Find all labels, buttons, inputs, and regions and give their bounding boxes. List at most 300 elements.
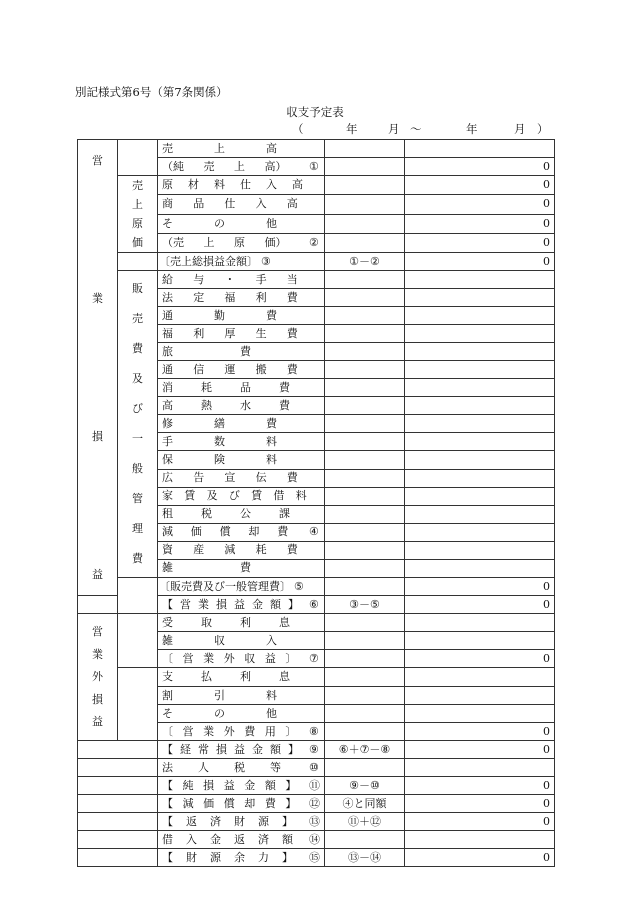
item-label-text: 高 bbox=[286, 197, 298, 211]
item-label-text: 原 bbox=[162, 178, 173, 192]
table-row bbox=[78, 813, 555, 831]
item-label-cell bbox=[158, 289, 325, 307]
subcategory-label-cell bbox=[118, 271, 158, 578]
amount-cell[interactable] bbox=[405, 271, 555, 289]
item-label-text: 高 bbox=[162, 398, 173, 412]
item-label-text: 減 bbox=[182, 796, 194, 810]
item-label-text: 〕 bbox=[285, 651, 297, 665]
item-label-text: 通 bbox=[162, 362, 173, 376]
item-label-text: 及 bbox=[206, 489, 218, 503]
amount-cell[interactable] bbox=[405, 451, 555, 469]
formula-cell bbox=[325, 541, 405, 559]
vertical-label-char: 費 bbox=[132, 342, 143, 355]
amount-cell[interactable] bbox=[405, 469, 555, 487]
item-label-text: び bbox=[228, 489, 240, 503]
item-label-cell bbox=[158, 687, 325, 705]
amount-cell[interactable] bbox=[405, 397, 555, 415]
amount-cell[interactable]: 0 bbox=[405, 650, 555, 668]
amount-cell[interactable]: 0 bbox=[405, 723, 555, 741]
item-label-text: 業 bbox=[203, 651, 215, 665]
formula-cell bbox=[325, 632, 405, 650]
item-label-text: 利 bbox=[240, 670, 251, 683]
item-label-text: 手 bbox=[255, 272, 267, 286]
item-label-text: 高 bbox=[266, 141, 277, 155]
item-label-text: 〔販売費及び一般管理費〕 bbox=[159, 579, 291, 593]
item-label-cell bbox=[158, 831, 325, 849]
item-label-text: 〔 bbox=[162, 724, 173, 738]
item-label-text: 賃 bbox=[251, 489, 263, 503]
blank-label-cell bbox=[78, 777, 158, 795]
amount-cell[interactable]: 0 bbox=[405, 578, 555, 596]
item-label-text: 売 bbox=[203, 159, 215, 173]
item-label-text: 〔売上総損益金額〕 bbox=[159, 254, 258, 268]
item-label-text: 払 bbox=[201, 670, 212, 683]
item-label-text: 雑 bbox=[162, 561, 173, 575]
subcategory-label-cell bbox=[118, 668, 158, 741]
formula-cell bbox=[325, 614, 405, 632]
item-label-text: 入 bbox=[186, 832, 197, 846]
item-label-text: 勤 bbox=[214, 308, 225, 322]
formula-cell bbox=[325, 505, 405, 523]
item-label-cell bbox=[158, 307, 325, 325]
item-label-text: 料 bbox=[266, 688, 277, 702]
item-label-text: 消 bbox=[162, 380, 173, 394]
item-label-cell bbox=[158, 632, 325, 650]
item-label-text: 〕 bbox=[285, 724, 297, 738]
item-label-text: 減 bbox=[162, 525, 173, 539]
item-label-text: 税 bbox=[201, 507, 212, 521]
period-end-year: 年 bbox=[466, 122, 478, 136]
item-label-text: 費 bbox=[240, 561, 251, 575]
item-label-text: 【 bbox=[162, 814, 173, 828]
amount-cell[interactable]: 0 bbox=[405, 158, 555, 176]
formula-cell bbox=[325, 325, 405, 343]
item-label-text: 益 bbox=[234, 597, 245, 611]
item-label-text: そ bbox=[162, 216, 173, 230]
item-label-cell bbox=[158, 469, 325, 487]
item-label-text: 返 bbox=[186, 814, 197, 828]
item-label-cell bbox=[158, 195, 325, 214]
item-label-text: 課 bbox=[279, 507, 290, 521]
item-label-text: 耗 bbox=[201, 380, 212, 394]
item-label-text: 繕 bbox=[214, 416, 225, 430]
item-label-text: 受 bbox=[162, 615, 173, 629]
amount-cell[interactable] bbox=[405, 614, 555, 632]
formula-cell bbox=[325, 271, 405, 289]
item-label-text: 価） bbox=[264, 235, 287, 249]
vertical-label-char: 販 bbox=[132, 282, 143, 295]
item-label-text: 料 bbox=[214, 178, 225, 192]
item-label-text: 産 bbox=[193, 543, 205, 557]
formula-cell bbox=[325, 195, 405, 214]
item-label-text: 利 bbox=[255, 290, 267, 304]
formula-cell bbox=[325, 650, 405, 668]
item-label-text: 品 bbox=[193, 197, 205, 211]
item-label-text: 険 bbox=[214, 452, 225, 466]
item-label-cell bbox=[158, 741, 325, 759]
item-label-text: 費 bbox=[277, 525, 289, 539]
item-label-text: 修 bbox=[162, 416, 173, 430]
item-label-cell bbox=[158, 723, 325, 741]
amount-cell[interactable] bbox=[405, 559, 555, 577]
item-label-text: 利 bbox=[193, 326, 205, 340]
subcategory-label-cell bbox=[118, 253, 158, 271]
item-label-text: 営 bbox=[182, 651, 194, 665]
item-label-text: 】 bbox=[285, 796, 297, 810]
item-label-text: 〔 bbox=[162, 651, 173, 665]
item-label-text: 利 bbox=[240, 615, 251, 629]
amount-cell[interactable]: 0 bbox=[405, 253, 555, 271]
formula-cell bbox=[325, 705, 405, 723]
item-label-cell bbox=[158, 451, 325, 469]
item-label-text: 搬 bbox=[255, 362, 267, 376]
item-label-text: 価 bbox=[190, 525, 202, 539]
item-label-text: 外 bbox=[223, 724, 235, 738]
item-label-text: 厚 bbox=[224, 326, 236, 340]
item-label-text: 費 bbox=[266, 308, 277, 322]
item-label-text: 額 bbox=[282, 832, 293, 846]
item-label-cell bbox=[158, 559, 325, 577]
formula-cell: ⑬－⑭ bbox=[325, 849, 405, 867]
item-label-text: 入 bbox=[255, 197, 267, 211]
item-label-text: 】 bbox=[288, 597, 299, 611]
amount-cell[interactable] bbox=[405, 759, 555, 777]
item-label-text: そ bbox=[162, 706, 173, 720]
item-label-text: 上 bbox=[214, 141, 225, 155]
amount-cell[interactable]: 0 bbox=[405, 233, 555, 252]
amount-cell[interactable]: 0 bbox=[405, 596, 555, 614]
item-label-cell bbox=[158, 777, 325, 795]
item-label-text: 減 bbox=[224, 543, 236, 557]
amount-cell[interactable] bbox=[405, 415, 555, 433]
formula-cell: ①－② bbox=[325, 253, 405, 271]
amount-cell[interactable] bbox=[405, 325, 555, 343]
amount-cell[interactable] bbox=[405, 140, 555, 158]
item-label-text: 料 bbox=[295, 489, 307, 503]
item-label-text: 通 bbox=[162, 308, 173, 322]
item-label-cell bbox=[158, 233, 325, 252]
formula-cell bbox=[325, 487, 405, 505]
item-number: ① bbox=[309, 159, 319, 173]
item-label-text: 福 bbox=[224, 290, 236, 304]
blank-label-cell bbox=[78, 831, 158, 849]
item-label-text: 財 bbox=[234, 814, 245, 828]
vertical-label-char: 理 bbox=[132, 522, 143, 535]
item-label-text: 余 bbox=[234, 850, 245, 864]
item-label-text: 人 bbox=[198, 760, 209, 774]
item-label-text: 熱 bbox=[201, 398, 212, 412]
item-label-text: 常 bbox=[198, 742, 209, 756]
item-label-text: 租 bbox=[162, 507, 173, 521]
item-label-text: 費 bbox=[286, 362, 298, 376]
item-label-text: 運 bbox=[224, 362, 236, 376]
item-label-text: 益 bbox=[234, 742, 245, 756]
item-number: ② bbox=[309, 235, 319, 249]
item-label-text: 損 bbox=[216, 742, 227, 756]
item-label-text: 費 bbox=[286, 326, 298, 340]
item-number: ④ bbox=[308, 525, 319, 539]
item-label-text: 力 bbox=[258, 850, 269, 864]
item-label-cell bbox=[158, 596, 325, 614]
item-label-text: 息 bbox=[279, 615, 290, 629]
amount-cell[interactable] bbox=[405, 632, 555, 650]
item-label-text: 金 bbox=[252, 597, 263, 611]
formula-cell bbox=[325, 233, 405, 252]
item-label-text: 法 bbox=[162, 290, 173, 304]
item-label-text: 金 bbox=[210, 832, 221, 846]
amount-cell[interactable] bbox=[405, 831, 555, 849]
item-number: ③ bbox=[261, 254, 271, 268]
amount-cell[interactable] bbox=[405, 523, 555, 541]
item-label-text: 与 bbox=[193, 272, 205, 286]
item-label-text: 旅 bbox=[162, 344, 173, 358]
formula-cell bbox=[325, 451, 405, 469]
item-label-text: 純 bbox=[182, 778, 194, 792]
item-number: ⑨ bbox=[309, 742, 319, 756]
item-label-text: （売 bbox=[162, 235, 184, 249]
formula-cell bbox=[325, 723, 405, 741]
formula-cell: ⑥＋⑦－⑧ bbox=[325, 741, 405, 759]
item-label-cell bbox=[158, 759, 325, 777]
period-start-year: 年 bbox=[346, 122, 358, 136]
category-label-cell bbox=[78, 140, 118, 596]
form-reference: 別記様式第6号（第7条関係） bbox=[75, 85, 228, 99]
item-label-text: 上 bbox=[203, 235, 215, 249]
amount-cell[interactable] bbox=[405, 343, 555, 361]
item-label-text: 費 bbox=[240, 344, 251, 358]
item-number: ⑧ bbox=[308, 724, 319, 738]
item-label-text: 公 bbox=[240, 507, 251, 521]
item-label-cell bbox=[158, 813, 325, 831]
item-label-text: 源 bbox=[258, 814, 269, 828]
vertical-label-char: 業 bbox=[92, 291, 103, 305]
item-label-cell bbox=[158, 361, 325, 379]
item-label-text: 税 bbox=[234, 760, 245, 774]
amount-cell[interactable]: 0 bbox=[405, 176, 555, 195]
formula-cell bbox=[325, 831, 405, 849]
item-label-text: 売 bbox=[162, 141, 173, 155]
formula-cell bbox=[325, 523, 405, 541]
table-row bbox=[78, 614, 555, 632]
item-label-text: 他 bbox=[266, 216, 277, 230]
item-label-text: 費 bbox=[286, 290, 298, 304]
vertical-label-char: 原 bbox=[132, 217, 143, 230]
item-label-text: 費 bbox=[286, 543, 298, 557]
item-label-text: 手 bbox=[162, 434, 173, 448]
subcategory-label-cell bbox=[118, 140, 158, 176]
item-label-text: 【 bbox=[162, 597, 173, 611]
formula-cell bbox=[325, 361, 405, 379]
item-label-text: 引 bbox=[214, 688, 225, 702]
vertical-label-char: 売 bbox=[132, 179, 143, 192]
vertical-label-char: 営 bbox=[92, 625, 103, 638]
amount-cell[interactable] bbox=[405, 361, 555, 379]
item-label-text: 用 bbox=[264, 724, 276, 738]
table-row bbox=[78, 668, 555, 687]
item-label-text: 】 bbox=[288, 742, 299, 756]
amount-cell[interactable]: 0 bbox=[405, 849, 555, 867]
formula-cell: ⑨－⑩ bbox=[325, 777, 405, 795]
item-label-text: 額 bbox=[270, 597, 281, 611]
vertical-label-char: 費 bbox=[132, 552, 143, 565]
item-label-text: 料 bbox=[266, 434, 277, 448]
amount-cell[interactable] bbox=[405, 433, 555, 451]
item-label-text: 保 bbox=[162, 452, 173, 466]
item-label-text: 】 bbox=[282, 850, 293, 864]
item-label-text: 損 bbox=[203, 778, 215, 792]
vertical-label-char: 上 bbox=[132, 198, 143, 211]
item-label-text: 【 bbox=[162, 850, 173, 864]
item-label-cell bbox=[158, 668, 325, 687]
item-label-text: 業 bbox=[203, 724, 215, 738]
amount-cell[interactable]: 0 bbox=[405, 795, 555, 813]
formula-cell bbox=[325, 307, 405, 325]
item-number: ⑤ bbox=[294, 579, 304, 593]
item-label-cell bbox=[158, 614, 325, 632]
formula-cell bbox=[325, 397, 405, 415]
item-label-text: 益 bbox=[223, 778, 235, 792]
amount-cell[interactable] bbox=[405, 379, 555, 397]
item-label-text: 信 bbox=[193, 362, 205, 376]
item-label-text: 【 bbox=[162, 796, 173, 810]
item-label-text: 【 bbox=[162, 742, 173, 756]
item-label-cell bbox=[158, 325, 325, 343]
amount-cell[interactable]: 0 bbox=[405, 214, 555, 233]
item-label-text: 宣 bbox=[224, 471, 236, 485]
formula-cell bbox=[325, 469, 405, 487]
item-label-text: 費 bbox=[279, 380, 290, 394]
amount-cell[interactable]: 0 bbox=[405, 195, 555, 214]
period-start-month: 月 bbox=[388, 122, 400, 136]
item-label-text: 金 bbox=[252, 742, 263, 756]
item-label-text: 費 bbox=[286, 471, 298, 485]
item-label-cell bbox=[158, 541, 325, 559]
item-label-text: 生 bbox=[255, 326, 267, 340]
item-label-text: 額 bbox=[270, 742, 281, 756]
item-label-cell bbox=[158, 523, 325, 541]
item-label-cell bbox=[158, 343, 325, 361]
subcategory-label-cell bbox=[118, 614, 158, 668]
item-label-cell bbox=[158, 158, 325, 176]
item-label-text: 入 bbox=[266, 178, 277, 192]
table-row bbox=[78, 271, 555, 289]
income-expenditure-table bbox=[77, 139, 555, 867]
vertical-label-char: 営 bbox=[92, 153, 103, 167]
item-label-text: 原 bbox=[234, 235, 245, 249]
item-label-text: 賃 bbox=[184, 489, 196, 503]
vertical-label-char: 損 bbox=[92, 692, 103, 706]
amount-cell[interactable] bbox=[405, 487, 555, 505]
item-label-text: 損 bbox=[216, 597, 227, 611]
item-label-text: ・ bbox=[224, 272, 236, 286]
item-label-text: 告 bbox=[193, 471, 205, 485]
formula-cell bbox=[325, 668, 405, 687]
amount-cell[interactable]: 0 bbox=[405, 777, 555, 795]
item-number: ⑬ bbox=[309, 814, 320, 828]
item-label-cell bbox=[158, 650, 325, 668]
item-label-text: 額 bbox=[264, 778, 276, 792]
table-row bbox=[78, 849, 555, 867]
amount-cell[interactable]: 0 bbox=[405, 813, 555, 831]
item-label-cell bbox=[158, 176, 325, 195]
formula-cell bbox=[325, 140, 405, 158]
vertical-label-char: 価 bbox=[132, 236, 143, 249]
item-label-text: 済 bbox=[258, 832, 269, 846]
blank-label-cell bbox=[78, 795, 158, 813]
item-label-cell bbox=[158, 379, 325, 397]
item-label-cell bbox=[158, 578, 325, 596]
item-number: ⑪ bbox=[308, 778, 320, 792]
period-end-month: 月 bbox=[514, 122, 526, 136]
blank-label-cell bbox=[78, 741, 158, 759]
blank-label-cell bbox=[78, 813, 158, 831]
item-label-text: 他 bbox=[266, 706, 277, 720]
blank-label-cell bbox=[78, 759, 158, 777]
blank-label-cell bbox=[78, 849, 158, 867]
item-label-text: 営 bbox=[180, 597, 191, 611]
formula-cell bbox=[325, 415, 405, 433]
item-label-text: 広 bbox=[162, 471, 173, 485]
item-number: ⑩ bbox=[309, 760, 319, 774]
item-label-cell bbox=[158, 253, 325, 271]
item-label-text: 仕 bbox=[224, 197, 236, 211]
formula-cell bbox=[325, 433, 405, 451]
formula-cell bbox=[325, 559, 405, 577]
item-number: ⑭ bbox=[309, 832, 320, 846]
category-label-cell bbox=[78, 614, 118, 741]
item-label-cell bbox=[158, 487, 325, 505]
item-label-text: 資 bbox=[162, 543, 173, 557]
item-label-text: 上 bbox=[234, 159, 245, 173]
amount-cell[interactable]: 0 bbox=[405, 741, 555, 759]
amount-cell[interactable] bbox=[405, 687, 555, 705]
vertical-label-char: 業 bbox=[92, 647, 103, 661]
formula-cell bbox=[325, 687, 405, 705]
item-label-text: 費 bbox=[264, 796, 276, 810]
item-label-cell bbox=[158, 271, 325, 289]
item-label-cell bbox=[158, 415, 325, 433]
item-label-text: 福 bbox=[162, 326, 173, 340]
item-label-text: 数 bbox=[214, 434, 225, 448]
item-label-text: 財 bbox=[186, 850, 197, 864]
vertical-label-char: 外 bbox=[92, 670, 103, 683]
item-label-text: 法 bbox=[162, 760, 173, 774]
item-label-text: 息 bbox=[279, 670, 290, 683]
document-title: 収支予定表 bbox=[286, 105, 344, 119]
item-label-text: 等 bbox=[270, 760, 281, 774]
amount-cell[interactable] bbox=[405, 705, 555, 723]
table-row bbox=[78, 777, 555, 795]
item-label-text: 耗 bbox=[255, 543, 267, 557]
table-row bbox=[78, 253, 555, 271]
item-label-text: の bbox=[214, 706, 225, 720]
item-label-cell bbox=[158, 705, 325, 723]
item-label-text: 借 bbox=[273, 489, 285, 503]
item-label-text: 高） bbox=[264, 159, 287, 173]
item-label-text: 済 bbox=[210, 814, 221, 828]
vertical-label-char: び bbox=[132, 402, 143, 415]
amount-cell[interactable] bbox=[405, 307, 555, 325]
formula-cell: ⑪＋⑫ bbox=[325, 813, 405, 831]
amount-cell[interactable] bbox=[405, 668, 555, 687]
amount-cell[interactable] bbox=[405, 505, 555, 523]
item-label-cell bbox=[158, 397, 325, 415]
item-label-cell bbox=[158, 433, 325, 451]
amount-cell[interactable] bbox=[405, 541, 555, 559]
formula-cell: ④と同額 bbox=[325, 795, 405, 813]
item-label-text: 外 bbox=[223, 651, 235, 665]
amount-cell[interactable] bbox=[405, 289, 555, 307]
